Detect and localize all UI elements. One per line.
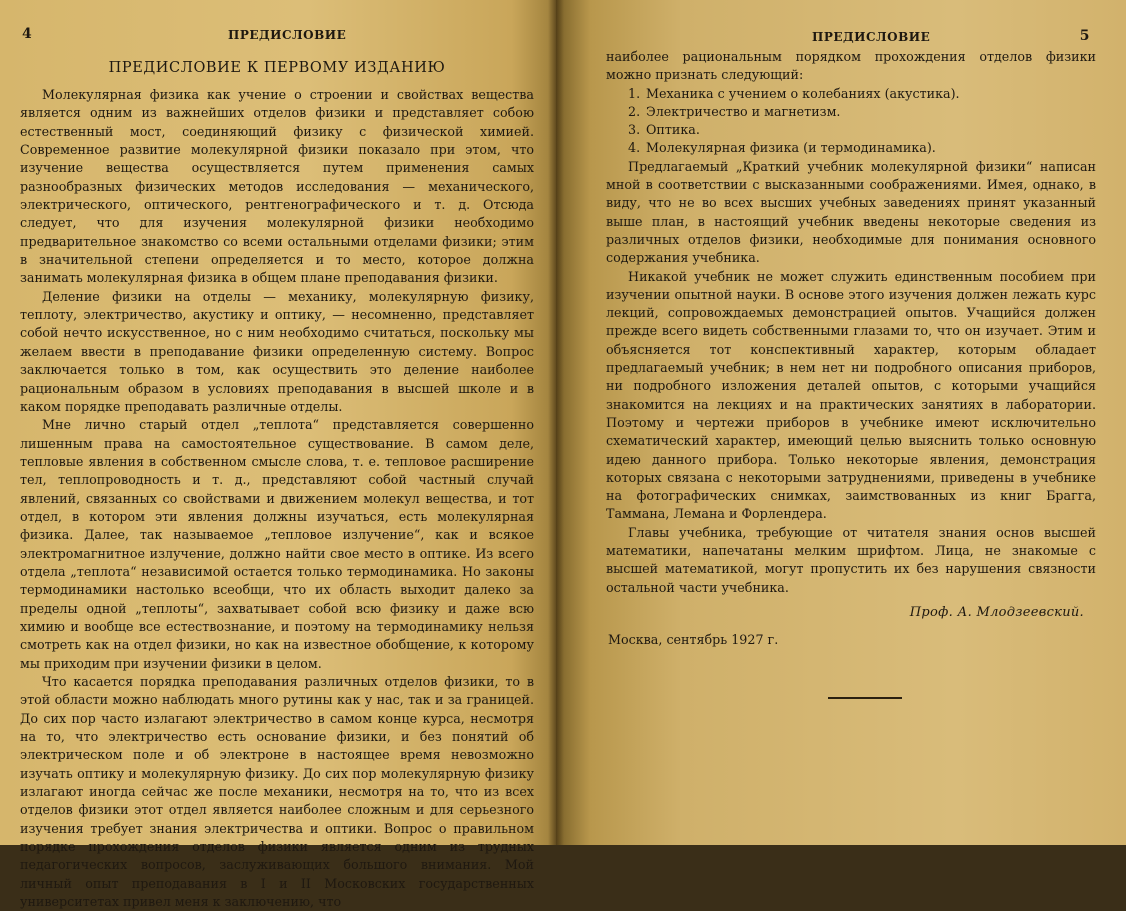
right-running-head — [606, 28, 1096, 48]
page-number-left: 4 — [22, 26, 33, 42]
paragraph: Деление физики на отделы — механику, молекулярную физику, теплоту, электричество, акустику и оптику, — несомненно, представляет собой нечто искусственное, но с ним необходимо считаться, поскольку мы желаем ввести в преподавание физики определенную систему. Вопрос заключается только в том, как осуществить это деление наиболее рациональным образом в условиях преподавания в высшей школе и в каком порядке преподавать различные отделы. — [20, 288, 534, 414]
paragraph: Мне лично старый отдел „теплота“ представляется совершенно лишенным права на самостоятельное существование. В самом деле, тепловые явления в собственном смысле слова, т. е. тепловое расширение тел, теплопроводность и т. д., представляют собой частный случай явлений, связанных со свойствами и движением молекул вещества, и тот отдел, в котором эти явления должны изучаться, есть молекулярная физика. Далее, так называемое „тепловое излучение“, как и всякое электромагнитное излучение, должно найти свое место в оптике. Из всего отдела „теплота“ независимой остается только термодинамика. Но законы термодинамики настолько всеобщи, что их область выходит далеко за пределы одной „теплоты“, захватывает собой всю физику и даже всю химию и вообще все естествознание, и поэтому на термодинамику нельзя смотреть как на отдел физики, но как на известное обобщение, к которому мы приходим при изучении физики в целом. — [20, 417, 534, 671]
book-gutter — [548, 0, 564, 845]
place-date: Москва, сентябрь 1927 г. — [608, 631, 779, 647]
list-item-text: Электричество и магнетизм. — [646, 103, 841, 119]
paragraph: Никакой учебник не может служить единственным пособием при изучении опытной науки. В основе этого изучения должен лежать курс лекций, сопровождаемых демонстрацией опытов. Учащийся должен прежде всего видеть собственными глазами то, что он изучает. Этим и объясняется тот конспективный характер, которым обладает предлагаемый учебник; в нем нет ни подробного описания приборов, ни подробного изложения деталей опытов, с которыми учащийся знакомится на лекциях и на практических занятиях в лаборатории. Поэтому и чертежи приборов в учебнике имеют исключительно схематический характер, имеющий целью выяснить только основную идею данного прибора. Только некоторые явления, демонстрация которых связана с некоторыми затруднениями, приведены в учебнике на фотографических снимках, заимствованных из книг Брагга, Таммана, Лемана и Форлендера. — [606, 268, 1096, 522]
list-item-text: Оптика. — [646, 122, 700, 138]
page-number-right: 5 — [1079, 28, 1090, 44]
right-page — [556, 0, 1126, 845]
section-order-list — [606, 85, 1096, 158]
paragraph: Молекулярная физика как учение о строении и свойствах вещества является одним из важнейших отделов физики и представляет собою естественный мост, соединяющий физику с физической химией. Современное развитие молекулярной физики показало при этом, что изучение вещества осуществляется путем применения самых разнообразных физических методов исследования — механического, электрического, оптического, рентгенографического и т. д. Отсюда следует, что для изучения молекулярной физики необходимо предварительное знакомство со всеми остальными отделами физики; этим в значительной степени определяется и то место, которое должна занимать молекулярная физика в общем плане преподавания физики. — [20, 87, 534, 286]
list-item — [628, 85, 1096, 103]
paragraph: наиболее рациональным порядком прохождения отделов физики можно признать следующий: — [606, 49, 1096, 83]
paragraph: Что касается порядка преподавания различных отделов физики, то в этой области можно наблюдать много рутины как у нас, так и за границей. До сих пор часто излагают электричество в самом конце курса, несмотря на то, что электричество есть основание физики, и без понятий об электрическом поле и об электроне в настоящее время невозможно изучать оптику и молекулярную физику. До сих пор молекулярную физику излагают иногда сейчас же после механики, несмотря на то, что из всех отделов физики этот отдел является наиболее сложным и для серьезного изучения требует знания электричества и оптики. Вопрос о правильном порядке прохождения отделов физики является одним из трудных педагогических вопросов, заслуживающих большого внимания. Мой личный опыт преподавания в I и II Московских государственных университетах привел меня к заключению, что — [20, 674, 534, 910]
running-head-right: ПРЕДИСЛОВИЕ — [812, 30, 931, 44]
paragraph: Главы учебника, требующие от читателя знания основ высшей математики, напечатаны мелким шрифтом. Лица, не знакомые с высшей математикой, могут пропустить их без нарушения связности остальной части учебника. — [606, 524, 1096, 595]
list-item — [628, 103, 1096, 121]
list-item-number: 2. — [628, 103, 641, 119]
end-rule — [828, 697, 902, 699]
list-item-number: 4. — [628, 140, 641, 156]
preface-heading: ПРЕДИСЛОВИЕ К ПЕРВОМУ ИЗДАНИЮ — [108, 60, 446, 76]
list-item — [628, 121, 1096, 139]
left-page — [0, 0, 556, 910]
author-signature: Проф. А. Млодзеевский. — [909, 604, 1084, 620]
left-text-body — [20, 86, 534, 911]
list-item-number: 1. — [628, 85, 641, 101]
list-item-number: 3. — [628, 122, 641, 138]
list-item — [628, 139, 1096, 157]
paragraph: Предлагаемый „Краткий учебник молекулярной физики“ написан мной в соответствии с высказанными соображениями. Имея, однако, в виду, что не во всех высших учебных заведениях принят указанный выше план, в настоящий учебник введены некоторые сведения из различных отделов физики, необходимые для понимания основного содержания учебника. — [606, 158, 1096, 266]
right-text-body — [606, 48, 1096, 597]
running-head-left: ПРЕДИСЛОВИЕ — [228, 28, 347, 42]
list-item-text: Молекулярная физика (и термодинамика). — [646, 140, 936, 156]
list-item-text: Механика с учением о колебаниях (акустика). — [646, 85, 960, 101]
left-running-head — [20, 26, 534, 46]
